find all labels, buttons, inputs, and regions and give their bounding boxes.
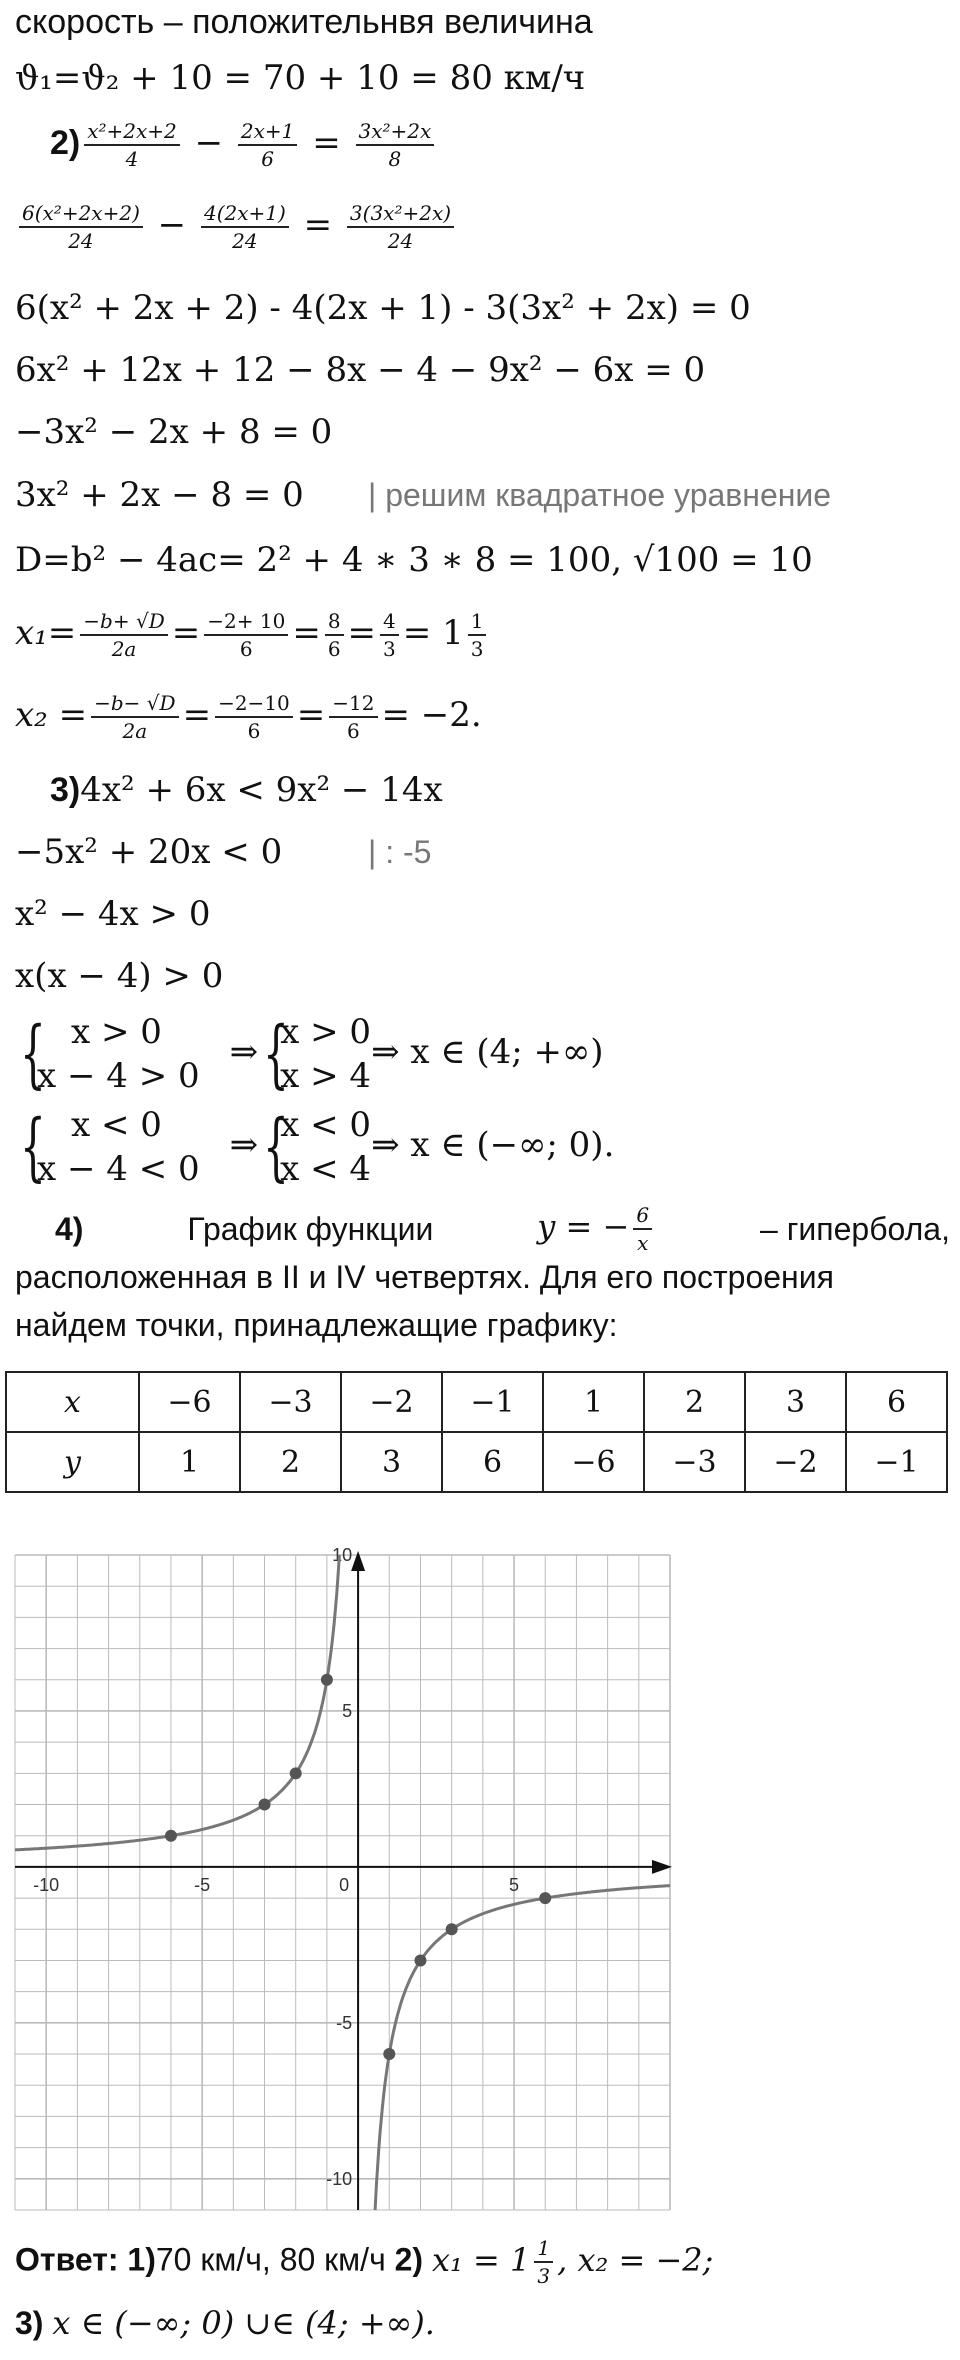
table-cell: −1 [442,1372,543,1432]
data-point [321,1674,333,1686]
x-tick-label: -10 [33,1874,60,1895]
system-row: x − 4 < 0 [37,1149,200,1189]
denominator: 6 [247,719,261,743]
table-cell: −1 [846,1432,947,1492]
x-axis-arrow-icon [652,1860,672,1874]
data-point [446,1923,458,1935]
numerator: x²+2x+2 [84,118,180,146]
data-point [383,2048,395,2060]
note-solve-quadratic: | решим квадратное уравнение [368,477,832,513]
system-case-1 [15,1010,604,1098]
arrow-icon: ⇒ [229,1032,259,1072]
fraction [84,118,180,172]
task4-text-hyperbola: – гипербола, [760,1211,950,1247]
table-cell: −3 [240,1372,341,1432]
task3-inequality: 4x² + 6x < 9x² − 14x [80,770,443,810]
denominator: 6 [347,719,360,743]
numerator: 4(2x+1) [201,200,289,228]
line-expanded: 6(x² + 2x + 2) - 4(2x + 1) - 3(3x² + 2x) = 0 [15,288,751,328]
system-result: ⇒ x ∈ (4; +∞) [371,1032,604,1072]
data-point [165,1830,177,1842]
x-tick-label: 5 [509,1874,520,1895]
answer-part3-label: 3) [15,2305,44,2341]
system-row: x > 0 [280,1012,372,1052]
numerator: −b− √D [91,690,178,718]
table-cell: 6 [442,1432,543,1492]
line-inequality-2: −5x² + 20x < 0 [15,832,283,872]
data-point [259,1799,271,1811]
denominator: 6 [327,637,341,661]
x-tick-label: 0 [339,1874,350,1895]
table-cell: 6 [846,1372,947,1432]
y-tick-label: 5 [342,1700,353,1721]
table-row-x [6,1372,947,1432]
fraction [534,2235,553,2289]
table-row-y [6,1432,947,1492]
x1-lhs: x₁= [15,613,77,653]
system-case-2 [15,1103,614,1191]
table-cell: −6 [139,1372,240,1432]
line-task3-inequality [50,770,443,810]
fraction [238,118,298,172]
answer-part3: x ∈ (−∞; 0) ∪∈ (4; +∞). [52,2304,435,2342]
numerator: −12 [329,690,377,718]
table-header-y: y [6,1432,139,1492]
values-table [5,1371,948,1493]
numerator: 3x²+2x [356,118,435,146]
task4-line-3: найдем точки, принадлежащие графику: [15,1307,618,1343]
y-tick-label: 10 [332,1545,353,1565]
line-common-denominator: $\frac{\text{6(x²+2x+2)}}{24}$ − $\frac{4(2x+1)}{24}$ = $\frac{\text{3(3x²+2x)}}{24}$ [15,200,458,254]
y-axis-arrow-icon [351,1551,365,1571]
x1-tail: = 1 [402,613,464,653]
fraction [201,200,289,254]
answer-part1: 70 км/ч, 80 км/ч [155,2241,386,2278]
fraction [347,200,454,254]
x2-lhs: x₂ = [15,695,88,735]
table-cell: 1 [543,1372,644,1432]
answer-line-2 [15,2303,435,2343]
data-point [539,1892,551,1904]
system-row: x < 0 [71,1105,162,1145]
system-left [15,1103,200,1191]
task4-function [537,1202,656,1256]
numerator: 3(3x²+2x) [347,200,454,228]
x2-tail: = −2. [381,695,482,735]
denominator: 3 [383,637,396,661]
numerator: −2+ 10 [204,608,288,636]
system-row: x < 0 [280,1105,372,1145]
numerator: −2−10 [215,690,293,718]
numerator: 1 [468,608,487,636]
denominator: 3 [537,2264,551,2288]
table-cell: 2 [240,1432,341,1492]
denominator: 2a [122,719,148,743]
system-left [15,1010,200,1098]
table-cell: −3 [644,1432,745,1492]
numerator: 6 [633,1202,652,1230]
task2-label: 2) [50,124,81,162]
denominator: 24 [68,229,94,253]
fraction [468,608,487,662]
answer-x1: x₁ = 1 [431,2240,531,2279]
system-row: x > 0 [71,1012,162,1052]
line-discriminant: D=b² − 4ac= 2² + 4 ∗ 3 ∗ 8 = 100, √100 = 10 [15,540,813,580]
fraction [325,608,344,662]
table-cell: 2 [644,1372,745,1432]
numerator: 1 [534,2235,553,2263]
system-result: ⇒ x ∈ (−∞; 0). [371,1125,615,1165]
answer-part2 [431,2236,714,2288]
fraction [356,118,435,172]
denominator: 24 [232,229,258,253]
line-speed-positive: скорость – положительнвя величина [15,3,593,41]
denominator: x [637,1231,649,1255]
answer-part1-label: 1) [127,2241,156,2278]
y-tick-label: -5 [336,2012,353,2033]
fraction [204,608,288,662]
brace-icon: { [263,1104,290,1190]
table-cell: 3 [341,1432,442,1492]
data-point [290,1767,302,1779]
numerator: −b+ √D [80,608,167,636]
answer-line-1 [15,2235,713,2289]
brace-icon: { [19,1104,46,1190]
numerator: 4 [380,608,399,636]
fraction [633,1202,652,1256]
hyperbola-graph [0,1545,690,2235]
denominator: 6 [239,637,253,661]
hyperbola-branch-right [375,1886,670,2210]
denominator: 3 [470,637,484,661]
line-speed-equation: ϑ₁=ϑ₂ + 10 = 70 + 10 = 80 км/ч [15,58,586,98]
fraction [91,690,178,744]
task4-line-1 [15,1205,950,1253]
table-cell: 1 [139,1432,240,1492]
table-cell: −6 [543,1432,644,1492]
denominator: 6 [261,147,274,171]
fraction [329,690,377,744]
line-quadratic-neg: −3x² − 2x + 8 = 0 [15,412,333,452]
task3-label: 3) [50,771,81,809]
line-inequality-4: x(x − 4) > 0 [15,956,224,996]
note-divide: | : -5 [368,834,432,870]
answer-part2-label: 2) [394,2241,424,2278]
denominator: 24 [387,229,414,253]
fraction [80,608,167,662]
denominator: 8 [388,147,402,171]
brace-icon: { [19,1011,46,1097]
system-row: x − 4 > 0 [37,1056,200,1096]
x-tick-label: -5 [194,1874,211,1895]
function-lhs: y = − [537,1207,630,1246]
task4-paragraph [15,1205,950,1349]
table-cell: −2 [745,1432,846,1492]
system-row: x < 4 [280,1149,372,1189]
numerator: 6(x²+2x+2) [19,200,143,228]
numerator: 8 [325,608,344,636]
line-inequality-3: x² − 4x > 0 [15,894,211,934]
answer-x2: , x₂ = −2; [557,2240,714,2279]
fraction [380,608,399,662]
table-cell: −2 [341,1372,442,1432]
arrow-icon: ⇒ [229,1125,259,1165]
answer-label: Ответ: [15,2241,119,2278]
denominator: 4 [125,147,139,171]
line-simplified: 6x² + 12x + 12 − 8x − 4 − 9x² − 6x = 0 [15,350,706,390]
brace-icon: { [263,1011,290,1097]
task4-label: 4) [55,1211,84,1247]
task4-text-graph: График функции [187,1211,434,1247]
denominator: 2a [111,637,137,661]
system-right [258,1103,371,1191]
fraction [19,200,143,254]
line-root-x2: x₂ = $\frac{-b- √D}{2a}$ = $\frac{-2-10}{6}$ = $\frac{-12}{6}$ = −2. [15,691,482,743]
task4-line-2: расположенная в II и IV четвертях. Для его построения [15,1259,834,1295]
line-task2-equation: 2) $\frac{\text{x²+2x+2}}{4}$ − $\frac{2x+1}{6}$ = $\frac{\text{3x²+2x}}{8}$ [50,118,438,172]
table-header-x: x [6,1372,139,1432]
numerator: 2x+1 [238,118,298,146]
data-point [414,1954,426,1966]
fraction [215,690,293,744]
y-tick-label: -10 [326,2168,353,2189]
line-root-x1: x₁= $\frac{-b+ √D}{2a}$ = $\frac{-2+ 10}{6}$ = $\frac{8}{6}$ = $\frac{4}{3}$ = 1 $\frac{1}{3}$ [15,608,490,662]
line-quadratic: 3x² + 2x − 8 = 0 [15,475,304,515]
system-right [258,1010,371,1098]
table-cell: 3 [745,1372,846,1432]
hyperbola-branch-left [15,1555,339,1850]
system-row: x > 4 [280,1056,372,1096]
